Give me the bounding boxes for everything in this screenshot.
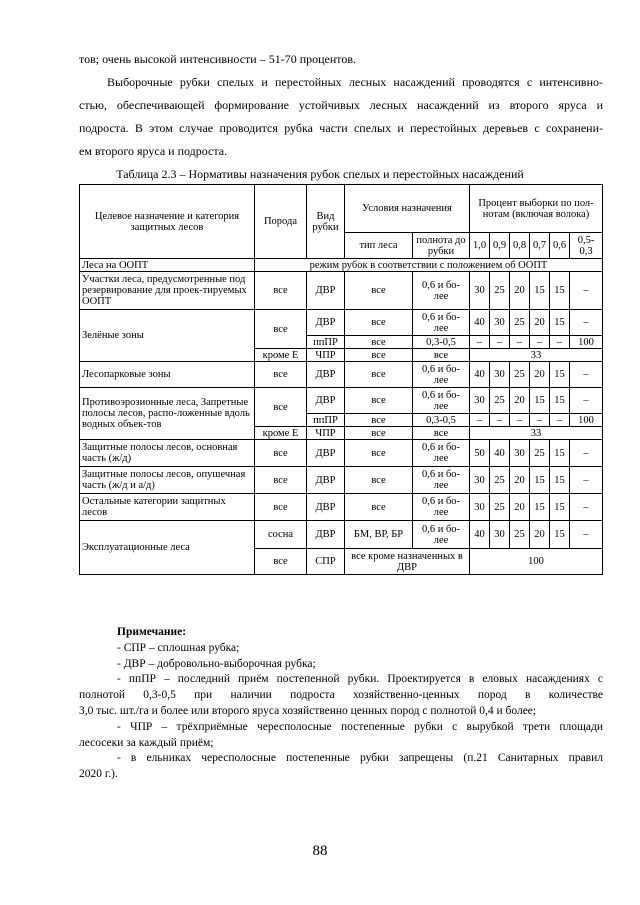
note-line: лесосеки за каждый приём; — [79, 736, 214, 749]
header-species: Порода — [255, 185, 307, 259]
cell-value: 50 — [470, 440, 490, 467]
cell-value: 20 — [530, 310, 550, 336]
cell-value: 40 — [470, 310, 490, 336]
notes-section — [79, 625, 603, 783]
cell-species: все — [255, 310, 307, 349]
cell-value: – — [530, 336, 550, 349]
cell-value: 20 — [510, 494, 530, 521]
cell-value: – — [550, 336, 570, 349]
cell-cut: ЧПР — [307, 427, 345, 440]
oopt-regime: режим рубок в соответствии с положением об ООПТ — [255, 259, 603, 272]
header-d09: 0,9 — [490, 233, 510, 259]
note-line: - в ельниках чересполосные постепенные рубки запрещены (п.21 Санитарных правил — [117, 752, 603, 765]
cell-value: 15 — [530, 388, 550, 414]
cell-value: – — [570, 494, 603, 521]
cell-value: 15 — [550, 494, 570, 521]
cell-cut: ДВР — [307, 467, 345, 494]
header-purpose: Целевое назначение и категория защитных лесов — [80, 185, 255, 259]
cell-value: 15 — [550, 440, 570, 467]
note-line: 2020 г.). — [79, 768, 118, 781]
cell-value: 25 — [530, 440, 550, 467]
cell-density: 0,6 и бо-лее — [413, 494, 470, 521]
row-purpose: Остальные категории защитных лесов — [80, 494, 255, 521]
cell-density: 0,6 и бо-лее — [413, 362, 470, 388]
cell-value: 20 — [530, 521, 550, 549]
row-purpose: Зелёные зоны — [80, 310, 255, 362]
header-d10: 1,0 — [470, 233, 490, 259]
cell-species: все — [255, 549, 307, 575]
cell-forest-type: все — [345, 467, 413, 494]
cell-density: 0,6 и бо-лее — [413, 388, 470, 414]
cell-forest-type: все — [345, 414, 413, 427]
cell-value: – — [530, 414, 550, 427]
cell-cut: ЧПР — [307, 349, 345, 362]
row-purpose: Лесопарковые зоны — [80, 362, 255, 388]
cell-value: 25 — [490, 272, 510, 310]
cell-value: 25 — [490, 467, 510, 494]
intro-line: тов; очень высокой интенсивности – 51-70 процентов. — [79, 52, 357, 66]
cell-value: 25 — [510, 521, 530, 549]
cell-value: 25 — [490, 494, 510, 521]
cell-species: сосна — [255, 521, 307, 549]
cell-value: – — [490, 336, 510, 349]
cell-density: 0,3-0,5 — [413, 336, 470, 349]
cell-cut: ДВР — [307, 521, 345, 549]
cell-species: все — [255, 467, 307, 494]
header-conditions: Условия назначения — [345, 185, 470, 233]
cell-value: 30 — [470, 272, 490, 310]
cell-merged-value: 33 — [470, 427, 603, 440]
cell-condition: все кроме назначенных в ДВР — [345, 549, 470, 575]
cell-value: 100 — [570, 414, 603, 427]
cell-density: 0,6 и бо-лее — [413, 521, 470, 549]
cell-forest-type: все — [345, 427, 413, 440]
cell-density: 0,3-0,5 — [413, 414, 470, 427]
cell-forest-type: БМ, ВР, БР — [345, 521, 413, 549]
cell-value: – — [570, 388, 603, 414]
paragraph-line: Выборочные рубки спелых и перестойных лесных насаждений проводятся с интенсивно- — [107, 75, 603, 89]
note-line: 3,0 тыс. шт./га и более или второго яруса хозяйственно ценных пород с полнотой 0,4 и более; — [79, 704, 537, 717]
cell-value: 15 — [550, 388, 570, 414]
cell-cut: ппПР — [307, 414, 345, 427]
cell-value: – — [570, 310, 603, 336]
cell-value: 15 — [550, 521, 570, 549]
cell-value: 25 — [490, 388, 510, 414]
cell-cut: ДВР — [307, 494, 345, 521]
note-line: полнотой 0,3-0,5 при наличии подроста хозяйственно-ценных пород в количестве — [79, 689, 603, 702]
paragraph-line: подроста. В этом случае проводится рубка части спелых и перестойных деревьев с сохранени- — [79, 121, 603, 135]
cell-cut: ппПР — [307, 336, 345, 349]
cell-value: 25 — [510, 310, 530, 336]
cell-value: 40 — [490, 440, 510, 467]
cell-value: 30 — [510, 440, 530, 467]
row-purpose: Леса на ООПТ — [80, 259, 255, 272]
cell-density: все — [413, 349, 470, 362]
cell-forest-type: все — [345, 310, 413, 336]
cell-cut: ДВР — [307, 272, 345, 310]
cell-merged-value: 100 — [470, 549, 603, 575]
header-forest-type: тип леса — [345, 233, 413, 259]
cell-value: 20 — [510, 467, 530, 494]
header-d06: 0,6 — [550, 233, 570, 259]
cell-value: 30 — [490, 362, 510, 388]
note-line: - ЧПР – трёхприёмные чересполосные постепенные рубки с вырубкой трети площади — [117, 720, 603, 733]
cell-density: все — [413, 427, 470, 440]
cell-species: все — [255, 272, 307, 310]
cell-cut: ДВР — [307, 310, 345, 336]
row-purpose: Эксплуатационные леса — [80, 521, 255, 575]
header-d05: 0,5-0,3 — [570, 233, 603, 259]
cell-value: 30 — [470, 388, 490, 414]
cell-value: – — [510, 336, 530, 349]
cell-value: – — [470, 336, 490, 349]
cell-species: все — [255, 494, 307, 521]
header-cut-type: Вид рубки — [307, 185, 345, 259]
page-number: 88 — [312, 843, 328, 859]
cell-species: кроме Е — [255, 349, 307, 362]
cell-forest-type: все — [345, 388, 413, 414]
norms-table — [79, 184, 603, 575]
note-item: - СПР – сплошная рубка; — [117, 641, 240, 654]
cell-species: все — [255, 388, 307, 427]
row-purpose: Защитные полосы лесов, опушечная часть (ж/д и а/д) — [80, 467, 255, 494]
cell-value: – — [570, 272, 603, 310]
cell-value: 30 — [470, 467, 490, 494]
cell-forest-type: все — [345, 362, 413, 388]
cell-value: – — [470, 414, 490, 427]
table-caption: Таблица 2.3 – Нормативы назначения рубок спелых и перестойных насаждений — [116, 167, 524, 181]
cell-cut: ДВР — [307, 362, 345, 388]
cell-species: все — [255, 440, 307, 467]
cell-species: все — [255, 362, 307, 388]
header-density: полнота до рубки — [413, 233, 470, 259]
cell-value: 40 — [470, 362, 490, 388]
cell-value: 20 — [530, 362, 550, 388]
cell-cut: СПР — [307, 549, 345, 575]
cell-value: 100 — [570, 336, 603, 349]
row-purpose: Участки леса, предусмотренные под резервирование для проек-тируемых ООПТ — [80, 272, 255, 310]
header-d07: 0,7 — [530, 233, 550, 259]
row-purpose: Противоэрозионные леса, Запретные полосы лесов, распо-ложенные вдоль водных объек-тов — [80, 388, 255, 440]
cell-value: 20 — [510, 388, 530, 414]
paragraph-line: ем второго яруса и подроста. — [79, 144, 228, 158]
note-item: - ДВР – добровольно-выборочная рубка; — [117, 657, 316, 670]
cell-value: – — [570, 362, 603, 388]
cell-value: – — [570, 467, 603, 494]
cell-value: 25 — [510, 362, 530, 388]
row-purpose: Защитные полосы лесов, основная часть (ж/д) — [80, 440, 255, 467]
note-line: - ппПР – последний приём постепенной рубки. Проектируется в еловых насаждениях с — [117, 673, 603, 686]
cell-value: 15 — [530, 272, 550, 310]
cell-value: 15 — [550, 272, 570, 310]
header-percent: Процент выборки по пол-нотам (включая волока) — [470, 185, 603, 233]
cell-value: 30 — [490, 521, 510, 549]
cell-value: – — [570, 521, 603, 549]
cell-value: 30 — [470, 494, 490, 521]
cell-value: 15 — [530, 467, 550, 494]
cell-cut: ДВР — [307, 388, 345, 414]
paragraph-line: стью, обеспечивающей формирование устойчивых лесных насаждений из второго яруса и — [79, 98, 603, 112]
cell-merged-value: 33 — [470, 349, 603, 362]
cell-forest-type: все — [345, 272, 413, 310]
cell-density: 0,6 и бо-лее — [413, 440, 470, 467]
cell-value: 30 — [490, 310, 510, 336]
cell-species: кроме Е — [255, 427, 307, 440]
cell-value: 40 — [470, 521, 490, 549]
cell-forest-type: все — [345, 336, 413, 349]
cell-value: 15 — [550, 310, 570, 336]
cell-density: 0,6 и бо-лее — [413, 272, 470, 310]
cell-value: 15 — [530, 494, 550, 521]
cell-forest-type: все — [345, 440, 413, 467]
cell-density: 0,6 и бо-лее — [413, 310, 470, 336]
cell-forest-type: все — [345, 494, 413, 521]
cell-value: – — [510, 414, 530, 427]
cell-value: – — [550, 414, 570, 427]
cell-density: 0,6 и бо-лее — [413, 467, 470, 494]
cell-forest-type: все — [345, 349, 413, 362]
notes-title: Примечание: — [117, 626, 187, 638]
cell-value: 15 — [550, 467, 570, 494]
cell-value: 15 — [550, 362, 570, 388]
cell-cut: ДВР — [307, 440, 345, 467]
header-d08: 0,8 — [510, 233, 530, 259]
cell-value: – — [570, 440, 603, 467]
cell-value: 20 — [510, 272, 530, 310]
cell-value: – — [490, 414, 510, 427]
